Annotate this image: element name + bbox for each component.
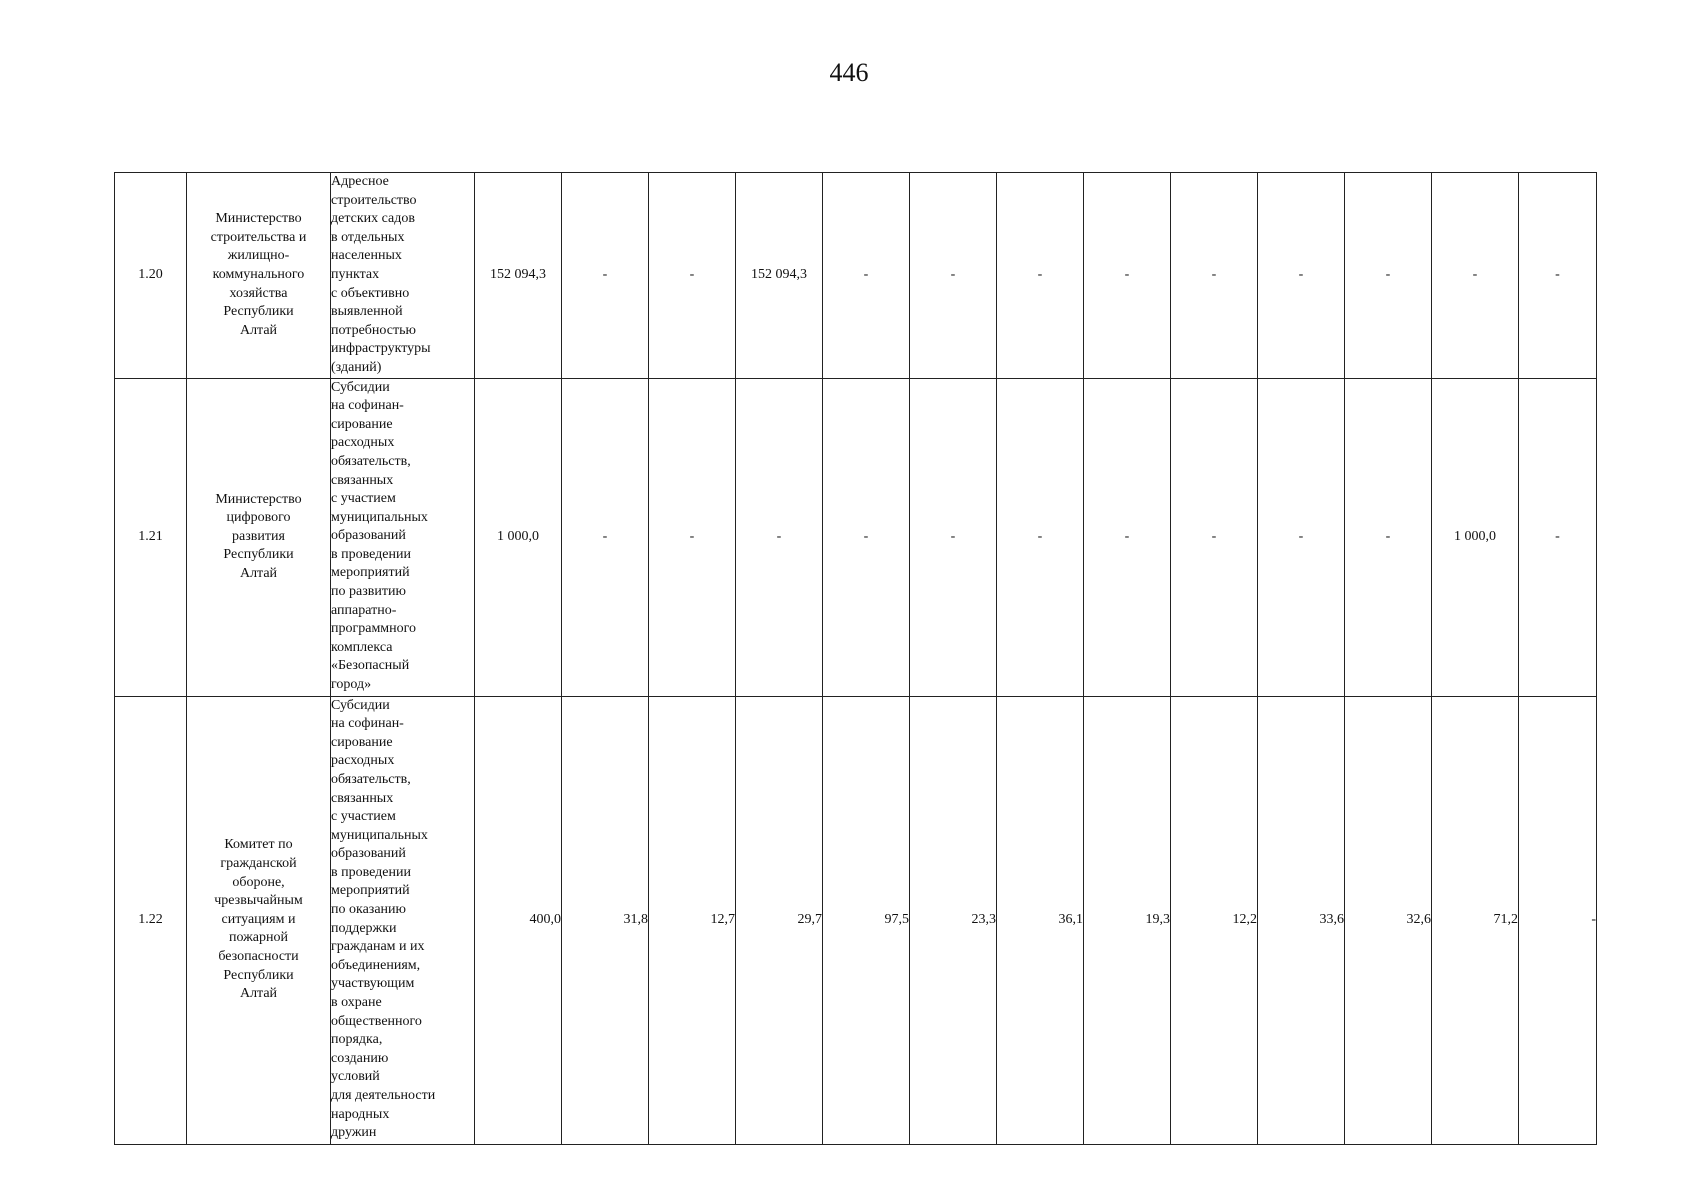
organization-line: Алтай (239, 565, 278, 581)
organization-line: строительства и (210, 229, 307, 245)
description-line: общественного (331, 1013, 422, 1029)
organization-line: жилищно- (227, 248, 290, 264)
description-line: условий (331, 1069, 380, 1085)
value-cell: - (649, 378, 736, 696)
organization-line: ситуациям и (221, 911, 296, 927)
description-line: муниципальных (331, 509, 428, 525)
value-cell: 32,6 (1345, 696, 1432, 1144)
description-line: расходных (331, 435, 395, 451)
value-cell: 71,2 (1432, 696, 1519, 1144)
value-cell: - (1432, 173, 1519, 379)
organization-line: чрезвычайным (214, 893, 303, 909)
description-line: Субсидии (331, 697, 390, 713)
organization-line: Комитет по (224, 837, 293, 853)
description-line: в проведении (331, 864, 411, 880)
table-row (115, 378, 1597, 696)
description-cell (331, 696, 475, 1144)
organization-cell (187, 378, 331, 696)
table-row (115, 173, 1597, 379)
description-line: аппаратно- (331, 602, 397, 618)
description-line: на софинан- (331, 398, 404, 414)
row-number: 1.22 (115, 696, 187, 1144)
row-number: 1.20 (115, 173, 187, 379)
value-cell: 1 000,0 (1432, 378, 1519, 696)
value-total: 400,0 (475, 696, 562, 1144)
description-line: пунктах (331, 266, 380, 282)
value-cell: 29,7 (736, 696, 823, 1144)
value-cell: - (1171, 173, 1258, 379)
organization-line: Министерство (215, 491, 302, 507)
description-line: дружин (331, 1125, 377, 1141)
description-line: для деятельности (331, 1088, 436, 1103)
description-line: по оказанию (331, 902, 406, 918)
value-cell: - (997, 173, 1084, 379)
description-line: с участием (331, 809, 396, 825)
description-line: (зданий) (331, 359, 382, 375)
description-line: сирование (331, 416, 393, 432)
description-line: мероприятий (331, 883, 410, 899)
description-line: город» (331, 677, 372, 693)
description-line: с участием (331, 491, 396, 507)
page-number: 446 (829, 58, 869, 87)
row-number: 1.21 (115, 378, 187, 696)
description-line: в охране (331, 995, 382, 1011)
organization-line: безопасности (218, 948, 299, 964)
description-line: программного (331, 621, 417, 637)
organization-line: гражданской (220, 855, 297, 871)
value-cell: - (1519, 696, 1597, 1144)
value-cell: 31,8 (562, 696, 649, 1144)
description-line: с объективно (331, 285, 410, 301)
description-line: образований (331, 528, 406, 544)
value-cell: - (910, 173, 997, 379)
value-cell: - (1519, 378, 1597, 696)
value-cell: - (997, 378, 1084, 696)
description-line: по развитию (331, 584, 406, 600)
organization-line: коммунального (212, 266, 305, 282)
budget-table (114, 172, 1597, 1145)
organization-cell (187, 696, 331, 1144)
description-line: на софинан- (331, 716, 404, 732)
description-cell (331, 173, 475, 379)
description-line: объединениям, (331, 957, 421, 973)
value-cell: - (823, 173, 910, 379)
description-line: связанных (331, 472, 394, 488)
description-line: детских садов (331, 211, 415, 227)
description-line: выявленной (331, 304, 403, 320)
description-line: Субсидии (331, 379, 390, 395)
table-row (115, 696, 1597, 1144)
organization-line: хозяйства (229, 285, 288, 301)
value-total: 1 000,0 (475, 378, 562, 696)
value-cell: - (736, 378, 823, 696)
description-line: народных (331, 1106, 390, 1122)
value-cell: - (562, 173, 649, 379)
description-line: гражданам и их (331, 939, 425, 955)
value-cell: 12,7 (649, 696, 736, 1144)
value-cell: - (1345, 173, 1432, 379)
description-line: созданию (331, 1050, 389, 1066)
description-line: в проведении (331, 546, 411, 562)
value-cell: 19,3 (1084, 696, 1171, 1144)
value-total: 152 094,3 (475, 173, 562, 379)
organization-line: Алтай (239, 322, 278, 338)
description-cell (331, 378, 475, 696)
value-cell: - (823, 378, 910, 696)
value-cell: 23,3 (910, 696, 997, 1144)
value-cell: - (649, 173, 736, 379)
organization-line: Республики (223, 547, 294, 563)
organization-line: пожарной (228, 930, 288, 946)
description-line: мероприятий (331, 565, 410, 581)
value-cell: - (910, 378, 997, 696)
value-cell: - (1519, 173, 1597, 379)
value-cell: - (1345, 378, 1432, 696)
description-line: поддержки (331, 920, 397, 936)
description-line: Адресное (331, 174, 389, 189)
description-line: обязательств, (331, 453, 411, 469)
organization-line: развития (232, 528, 285, 544)
value-cell: - (1258, 173, 1345, 379)
description-line: инфраструктуры (331, 341, 431, 357)
description-line: строительство (331, 192, 417, 208)
value-cell: - (1258, 378, 1345, 696)
description-line: порядка, (331, 1032, 383, 1048)
value-cell: 36,1 (997, 696, 1084, 1144)
value-cell: - (1171, 378, 1258, 696)
organization-line: обороне, (232, 874, 285, 890)
description-line: связанных (331, 790, 394, 806)
description-line: участвующим (331, 976, 415, 992)
organization-line: цифрового (226, 510, 291, 526)
value-cell: - (562, 378, 649, 696)
value-cell: - (1084, 378, 1171, 696)
organization-line: Алтай (239, 986, 278, 1002)
description-line: комплекса (331, 639, 393, 655)
description-line: муниципальных (331, 827, 428, 843)
description-line: «Безопасный (331, 658, 410, 674)
description-line: населенных (331, 248, 402, 264)
value-cell: 33,6 (1258, 696, 1345, 1144)
description-line: образований (331, 846, 406, 862)
description-line: обязательств, (331, 771, 411, 787)
description-line: потребностью (331, 322, 416, 338)
organization-line: Республики (223, 304, 294, 320)
description-line: в отдельных (331, 229, 405, 245)
description-line: сирование (331, 734, 393, 750)
value-cell: 12,2 (1171, 696, 1258, 1144)
organization-line: Республики (223, 967, 294, 983)
organization-cell (187, 173, 331, 379)
organization-line: Министерство (215, 211, 302, 227)
value-cell: 97,5 (823, 696, 910, 1144)
value-cell: - (1084, 173, 1171, 379)
value-cell: 152 094,3 (736, 173, 823, 379)
description-line: расходных (331, 753, 395, 769)
